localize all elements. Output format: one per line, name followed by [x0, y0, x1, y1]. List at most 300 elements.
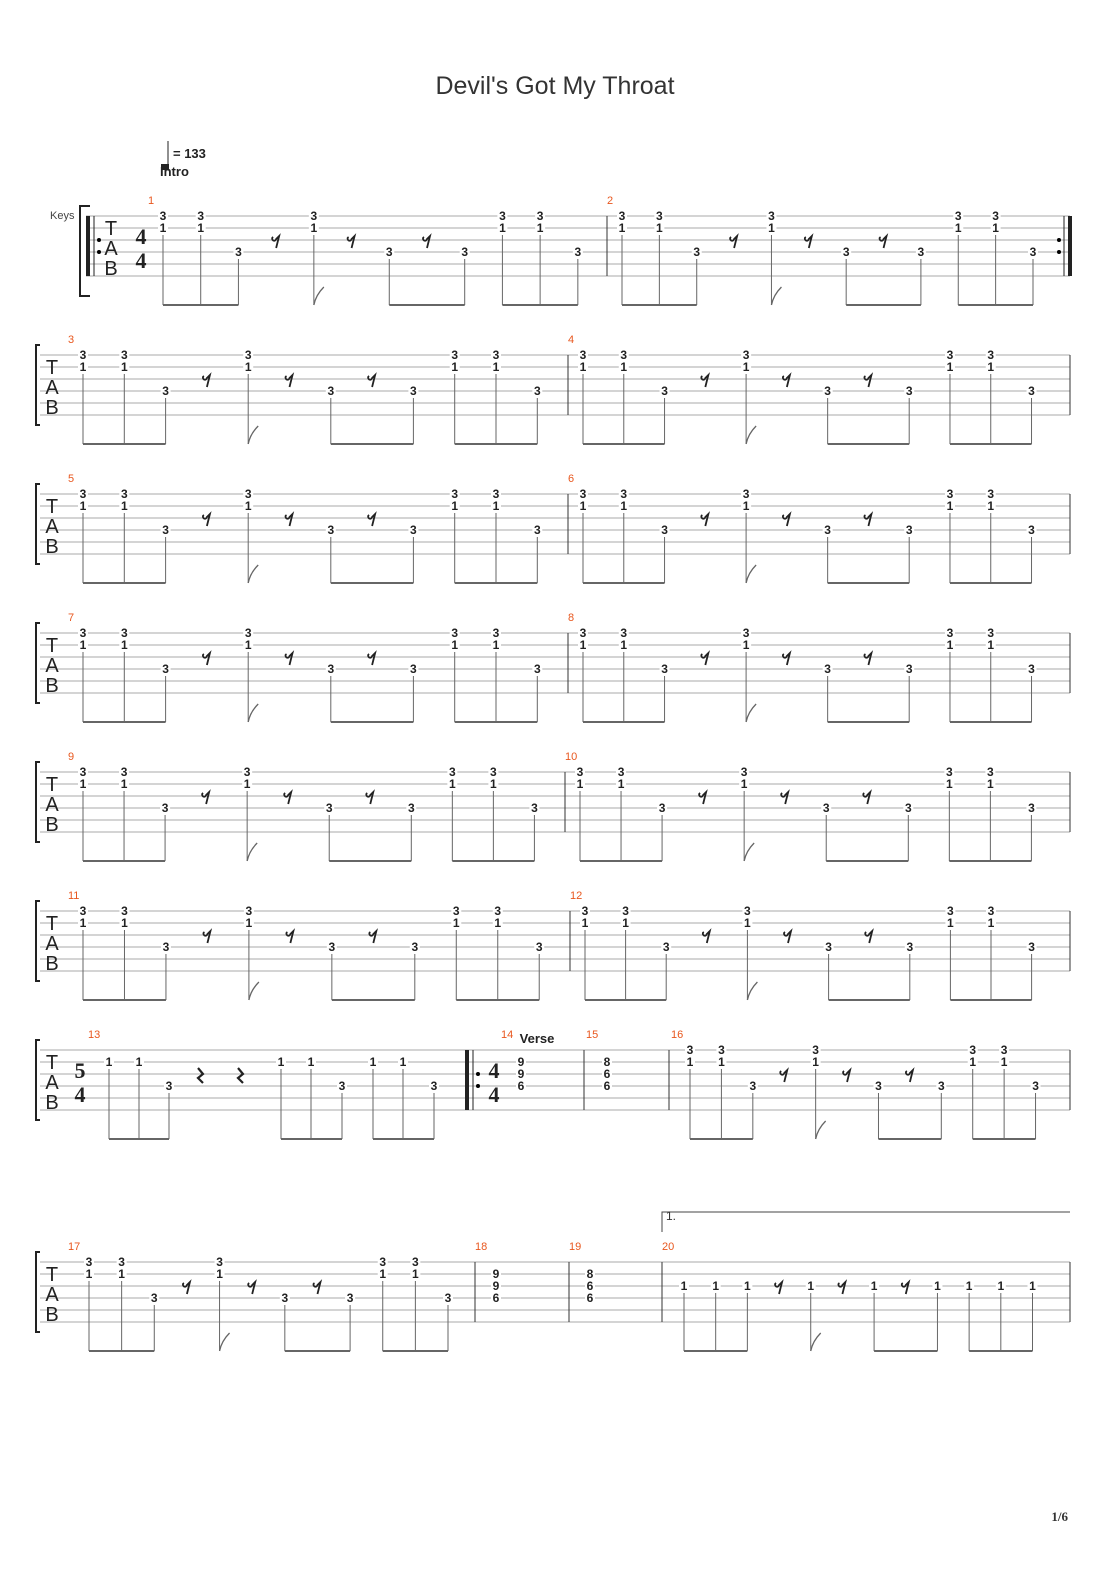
measure-number: 16: [671, 1029, 684, 1041]
fret-number: 3: [325, 801, 333, 815]
tab-letter-b: B: [45, 397, 59, 419]
eighth-rest: [183, 1282, 190, 1294]
fret-number: 3: [905, 523, 913, 537]
fret-number: 3: [579, 348, 587, 362]
eighth-rest: [286, 375, 293, 387]
fret-number: 3: [576, 765, 584, 779]
section-marker-intro: Intro: [160, 164, 189, 179]
fret-number: 3: [492, 348, 500, 362]
fret-number: 1: [742, 638, 750, 652]
fret-number: 1: [969, 1055, 977, 1069]
fret-number: 1: [499, 221, 506, 235]
volta-label: 1.: [666, 1209, 677, 1223]
fret-number: 3: [310, 209, 318, 223]
tab-letter-t: T: [45, 774, 59, 796]
fret-number: 3: [946, 626, 954, 640]
fret-number: 3: [159, 209, 167, 223]
measure-number: 15: [586, 1029, 599, 1041]
note-flag: [314, 287, 324, 305]
fret-number: 1: [870, 1279, 878, 1293]
eighth-rest: [780, 1070, 787, 1082]
measure-number: 8: [568, 612, 575, 624]
fret-number: 1: [451, 638, 459, 652]
measure-number: 4: [568, 334, 575, 346]
fret-number: 3: [79, 765, 87, 779]
eighth-rest: [864, 375, 871, 387]
fret-number: 3: [451, 487, 459, 501]
fret-number: 1: [742, 499, 750, 513]
eighth-rest: [843, 1070, 850, 1082]
measure-number: 6: [568, 473, 575, 485]
fret-number: 3: [1028, 801, 1035, 815]
fret-number: 1: [448, 777, 456, 791]
fret-number: 1: [277, 1055, 285, 1069]
fret-number: 3: [452, 904, 460, 918]
fret-number: 3: [410, 523, 417, 537]
fret-number: 3: [812, 1043, 819, 1057]
fret-number: 3: [161, 801, 169, 815]
fret-number: 6: [586, 1279, 594, 1293]
fret-number: 1: [807, 1279, 815, 1293]
fret-number: 3: [620, 487, 628, 501]
fret-number: 3: [197, 209, 205, 223]
fret-number: 1: [135, 1055, 143, 1069]
fret-number: 1: [620, 638, 628, 652]
fret-number: 3: [824, 384, 831, 398]
fret-number: 9: [517, 1067, 525, 1081]
eighth-rest: [203, 514, 210, 526]
eighth-rest: [805, 236, 812, 248]
note-flag: [746, 565, 756, 583]
repeat-dot: [97, 250, 101, 254]
fret-number: 3: [165, 1079, 173, 1093]
eighth-rest: [863, 792, 870, 804]
fret-number: 1: [622, 916, 629, 930]
eighth-rest: [784, 931, 791, 943]
fret-number: 1: [245, 916, 253, 930]
fret-number: 3: [535, 940, 543, 954]
fret-number: 1: [987, 638, 995, 652]
fret-number: 3: [686, 1043, 694, 1057]
repeat-dot: [1057, 250, 1061, 254]
time-signature-top: 5: [74, 1058, 86, 1083]
fret-number: 1: [79, 777, 87, 791]
fret-number: 3: [693, 245, 701, 259]
time-signature-top: 4: [488, 1058, 500, 1083]
fret-number: 1: [490, 777, 497, 791]
fret-number: 3: [905, 384, 913, 398]
tab-letter-a: A: [45, 1072, 59, 1094]
repeat-dot: [97, 238, 101, 242]
fret-number: 3: [150, 1291, 158, 1305]
fret-number: 3: [656, 209, 663, 223]
volta-bracket: [662, 1212, 1070, 1232]
fret-number: 3: [492, 626, 500, 640]
fret-number: 8: [586, 1267, 594, 1281]
song-title: Devil's Got My Throat: [435, 72, 675, 100]
measure-number: 20: [662, 1241, 675, 1253]
fret-number: 3: [658, 801, 666, 815]
fret-number: 3: [905, 662, 913, 676]
eighth-rest: [730, 236, 737, 248]
fret-number: 1: [451, 360, 459, 374]
system-bracket: [36, 345, 40, 425]
fret-number: 3: [579, 487, 587, 501]
eighth-rest: [202, 792, 209, 804]
fret-number: 1: [744, 916, 751, 930]
fret-number: 6: [603, 1067, 611, 1081]
measure-number: 14: [501, 1029, 514, 1041]
fret-number: 3: [987, 765, 994, 779]
fret-number: 3: [946, 348, 954, 362]
measure-number: 18: [475, 1241, 488, 1253]
fret-number: 3: [492, 487, 500, 501]
eighth-rest: [701, 653, 708, 665]
fret-number: 1: [452, 916, 460, 930]
time-signature-bottom: 4: [74, 1082, 86, 1107]
fret-number: 3: [243, 765, 251, 779]
fret-number: 3: [120, 626, 128, 640]
fret-number: 3: [946, 487, 954, 501]
fret-number: 3: [825, 940, 832, 954]
fret-number: 9: [492, 1267, 500, 1281]
fret-number: 1: [121, 916, 128, 930]
fret-number: 3: [79, 904, 87, 918]
eighth-rest: [369, 931, 376, 943]
fret-number: 3: [533, 384, 541, 398]
eighth-rest: [838, 1282, 845, 1294]
note-flag: [247, 843, 257, 861]
eighth-rest: [286, 653, 293, 665]
fret-number: 1: [492, 499, 500, 513]
measure-number: 7: [68, 612, 75, 624]
measure-number: 17: [68, 1241, 81, 1253]
fret-number: 3: [451, 626, 459, 640]
fret-number: 1: [617, 777, 625, 791]
fret-number: 1: [987, 499, 995, 513]
tab-letter-t: T: [104, 218, 118, 240]
fret-number: 3: [768, 209, 775, 223]
eighth-rest: [366, 792, 373, 804]
eighth-rest: [865, 931, 872, 943]
fret-number: 3: [120, 765, 128, 779]
fret-number: 1: [79, 638, 87, 652]
fret-number: 1: [947, 916, 954, 930]
fret-number: 3: [742, 348, 750, 362]
fret-number: 3: [244, 626, 252, 640]
tab-letter-t: T: [45, 357, 59, 379]
fret-number: 1: [620, 499, 628, 513]
tab-letter-t: T: [45, 1264, 59, 1286]
fret-number: 1: [576, 777, 584, 791]
fret-number: 3: [499, 209, 506, 223]
eighth-rest: [701, 514, 708, 526]
tab-letter-b: B: [45, 536, 59, 558]
fret-number: 3: [875, 1079, 882, 1093]
fret-number: 1: [120, 638, 128, 652]
eighth-rest: [286, 931, 293, 943]
eighth-rest: [203, 375, 210, 387]
fret-number: 1: [118, 1267, 125, 1281]
page-number: 1/6: [1051, 1509, 1068, 1524]
note-flag: [746, 704, 756, 722]
tab-letter-a: A: [45, 516, 59, 538]
measure-number: 5: [68, 473, 75, 485]
eighth-rest: [203, 931, 210, 943]
fret-number: 3: [742, 626, 750, 640]
eighth-rest: [284, 792, 291, 804]
fret-number: 1: [399, 1055, 407, 1069]
fret-number: 3: [281, 1291, 289, 1305]
quarter-rest: [198, 1068, 203, 1083]
measure-number: 1: [148, 195, 155, 207]
tab-letter-a: A: [45, 933, 59, 955]
fret-number: 1: [946, 499, 954, 513]
note-flag: [220, 1333, 230, 1351]
fret-number: 1: [987, 777, 994, 791]
fret-number: 1: [680, 1279, 688, 1293]
eighth-rest: [423, 236, 430, 248]
fret-number: 3: [79, 487, 87, 501]
fret-number: 3: [531, 801, 538, 815]
fret-number: 1: [579, 638, 587, 652]
fret-number: 1: [945, 777, 953, 791]
fret-number: 9: [492, 1279, 500, 1293]
fret-number: 3: [1032, 1079, 1039, 1093]
fret-number: 1: [740, 777, 748, 791]
measure-number: 13: [88, 1029, 101, 1041]
fret-number: 3: [410, 384, 417, 398]
eighth-rest: [864, 653, 871, 665]
fret-number: 1: [79, 499, 87, 513]
eighth-rest: [286, 514, 293, 526]
fret-number: 3: [574, 245, 582, 259]
tab-letter-a: A: [104, 238, 118, 260]
fret-number: 3: [120, 348, 128, 362]
tab-letter-t: T: [45, 635, 59, 657]
eighth-rest: [248, 1282, 255, 1294]
fret-number: 1: [536, 221, 544, 235]
fret-number: 1: [581, 916, 589, 930]
fret-number: 3: [987, 487, 995, 501]
fret-number: 3: [987, 626, 995, 640]
fret-number: 3: [444, 1291, 452, 1305]
eighth-rest: [880, 236, 887, 248]
fret-number: 3: [661, 384, 668, 398]
fret-number: 3: [245, 904, 253, 918]
fret-number: 1: [768, 221, 775, 235]
fret-number: 1: [79, 916, 87, 930]
fret-number: 3: [216, 1255, 223, 1269]
repeat-dot: [476, 1084, 480, 1088]
tab-letter-b: B: [45, 675, 59, 697]
fret-number: 3: [327, 523, 335, 537]
fret-number: 1: [965, 1279, 973, 1293]
fret-number: 1: [197, 221, 205, 235]
tab-letter-b: B: [45, 953, 59, 975]
fret-number: 1: [310, 221, 318, 235]
eighth-rest: [203, 653, 210, 665]
fret-number: 1: [620, 360, 628, 374]
fret-number: 1: [742, 360, 750, 374]
fret-number: 3: [448, 765, 456, 779]
eighth-rest: [348, 236, 355, 248]
fret-number: 1: [159, 221, 167, 235]
measure-number: 9: [68, 751, 75, 763]
tab-letter-b: B: [45, 1092, 59, 1114]
fret-number: 3: [533, 523, 541, 537]
eighth-rest: [906, 1070, 913, 1082]
eighth-rest: [368, 653, 375, 665]
fret-number: 1: [120, 777, 128, 791]
eighth-rest: [781, 792, 788, 804]
fret-number: 3: [162, 523, 169, 537]
tab-letter-a: A: [45, 655, 59, 677]
fret-number: 3: [906, 940, 914, 954]
fret-number: 3: [412, 1255, 419, 1269]
tab-letter-t: T: [45, 913, 59, 935]
fret-number: 1: [812, 1055, 819, 1069]
tempo-mark: = 133: [173, 146, 206, 161]
note-flag: [744, 843, 754, 861]
fret-number: 1: [244, 499, 252, 513]
fret-number: 3: [581, 904, 589, 918]
fret-number: 3: [749, 1079, 757, 1093]
fret-number: 3: [947, 904, 954, 918]
fret-number: 3: [85, 1255, 93, 1269]
fret-number: 1: [244, 360, 252, 374]
note-flag: [248, 565, 258, 583]
eighth-rest: [783, 375, 790, 387]
measure-number: 19: [569, 1241, 582, 1253]
fret-number: 1: [712, 1279, 720, 1293]
eighth-rest: [783, 514, 790, 526]
fret-number: 3: [536, 209, 544, 223]
fret-number: 3: [430, 1079, 438, 1093]
fret-number: 3: [1028, 940, 1035, 954]
fret-number: 3: [338, 1079, 346, 1093]
eighth-rest: [783, 653, 790, 665]
fret-number: 3: [954, 209, 962, 223]
eighth-rest: [701, 375, 708, 387]
fret-number: 1: [579, 360, 587, 374]
fret-number: 1: [954, 221, 962, 235]
tab-letter-a: A: [45, 1284, 59, 1306]
fret-number: 3: [461, 245, 469, 259]
fret-number: 3: [937, 1079, 945, 1093]
system-bracket: [36, 484, 40, 564]
note-flag: [249, 982, 259, 1000]
fret-number: 3: [744, 904, 751, 918]
eighth-rest: [699, 792, 706, 804]
measure-number: 2: [607, 195, 614, 207]
fret-number: 3: [904, 801, 912, 815]
repeat-dot: [1057, 238, 1061, 242]
eighth-rest: [902, 1282, 909, 1294]
fret-number: 3: [740, 765, 748, 779]
fret-number: 1: [369, 1055, 377, 1069]
fret-number: 3: [385, 245, 393, 259]
tab-letter-b: B: [45, 1304, 59, 1326]
fret-number: 6: [517, 1079, 525, 1093]
time-signature-bottom: 4: [488, 1082, 500, 1107]
fret-number: 1: [307, 1055, 315, 1069]
time-signature-bottom: 4: [135, 248, 147, 273]
fret-number: 3: [617, 765, 625, 779]
fret-number: 3: [79, 348, 87, 362]
measure-number: 12: [570, 890, 583, 902]
fret-number: 1: [987, 360, 995, 374]
fret-number: 8: [603, 1055, 611, 1069]
fret-number: 3: [620, 348, 628, 362]
fret-number: 1: [992, 221, 999, 235]
fret-number: 3: [579, 626, 587, 640]
fret-number: 1: [946, 360, 954, 374]
fret-number: 3: [118, 1255, 125, 1269]
fret-number: 3: [244, 348, 252, 362]
fret-number: 3: [1028, 662, 1035, 676]
fret-number: 1: [997, 1279, 1005, 1293]
fret-number: 3: [1028, 384, 1035, 398]
fret-number: 3: [121, 904, 128, 918]
fret-number: 3: [618, 209, 626, 223]
system-bracket: [36, 901, 40, 981]
measure-number: 10: [565, 751, 578, 763]
fret-number: 3: [917, 245, 925, 259]
fret-number: 3: [718, 1043, 725, 1057]
fret-number: 3: [328, 940, 336, 954]
measure-number: 11: [68, 890, 80, 902]
fret-number: 3: [969, 1043, 977, 1057]
fret-number: 1: [451, 499, 459, 513]
fret-number: 1: [1000, 1055, 1008, 1069]
fret-number: 3: [987, 348, 995, 362]
fret-number: 3: [235, 245, 242, 259]
note-flag: [771, 287, 781, 305]
fret-number: 1: [494, 916, 502, 930]
eighth-rest: [775, 1282, 782, 1294]
fret-number: 3: [1000, 1043, 1008, 1057]
fret-number: 3: [822, 801, 830, 815]
fret-number: 3: [410, 662, 417, 676]
fret-number: 3: [992, 209, 999, 223]
fret-number: 9: [517, 1055, 525, 1069]
fret-number: 1: [379, 1267, 387, 1281]
fret-number: 1: [1029, 1279, 1036, 1293]
eighth-rest: [368, 375, 375, 387]
time-signature-top: 4: [135, 224, 147, 249]
fret-number: 3: [120, 487, 128, 501]
tab-letter-b: B: [45, 814, 59, 836]
tab-letter-t: T: [45, 1052, 59, 1074]
fret-number: 3: [327, 662, 335, 676]
fret-number: 3: [824, 523, 831, 537]
fret-number: 1: [79, 360, 87, 374]
system-bracket: [36, 1252, 40, 1332]
measure-number: 3: [68, 334, 75, 346]
fret-number: 1: [492, 638, 500, 652]
fret-number: 6: [586, 1291, 594, 1305]
fret-number: 1: [946, 638, 954, 652]
fret-number: 3: [79, 626, 87, 640]
fret-number: 3: [742, 487, 750, 501]
note-flag: [811, 1333, 821, 1351]
fret-number: 1: [656, 221, 663, 235]
fret-number: 1: [216, 1267, 223, 1281]
system-bracket: [36, 1040, 40, 1120]
quarter-rest: [238, 1068, 243, 1083]
fret-number: 3: [346, 1291, 354, 1305]
